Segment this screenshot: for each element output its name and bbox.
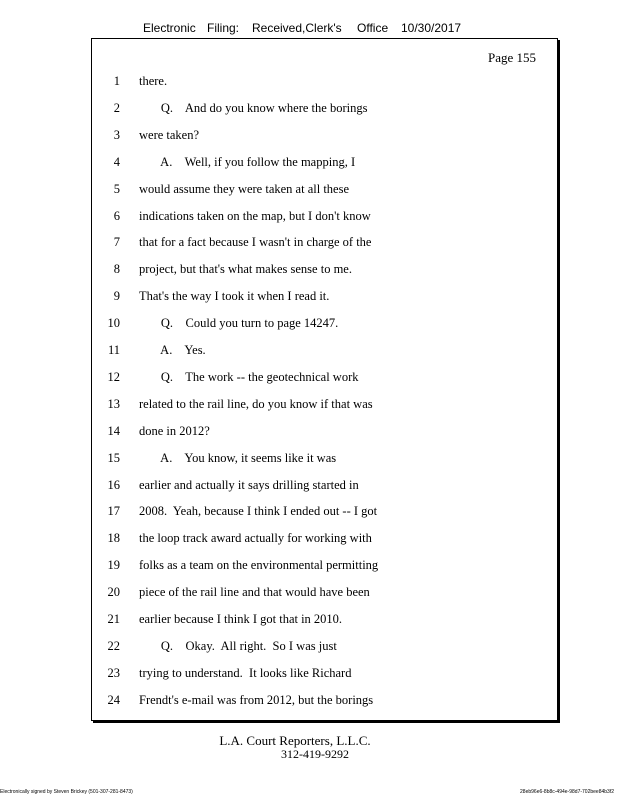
line-number: 16	[107, 477, 120, 492]
line-text: the loop track award actually for working with	[139, 531, 372, 546]
line-text: Q. Could you turn to page 14247.	[139, 316, 339, 331]
line-text: A. Yes.	[139, 343, 206, 357]
footer-company: L.A. Court Reporters, L.L.C.	[219, 733, 371, 748]
line-text: earlier because I think I got that in 2010.	[139, 612, 343, 626]
line-text: related to the rail line, do you know if that was	[139, 396, 373, 411]
line-number: 20	[107, 585, 120, 600]
line-number: 22	[107, 638, 120, 653]
line-number: 23	[107, 665, 120, 680]
filing-header-date: 10/30/2017	[401, 21, 462, 35]
line-text: project, but that's what makes sense to me.	[139, 262, 352, 277]
transcript-page	[91, 38, 558, 721]
filing-header-office: Office	[357, 21, 389, 35]
line-text: would assume they were taken at all these	[139, 181, 349, 196]
filing-header-electronic: Electronic	[143, 21, 196, 35]
line-number: 11	[107, 343, 120, 357]
line-number: 21	[107, 612, 120, 626]
line-text: piece of the rail line and that would have been	[139, 585, 370, 600]
line-text: trying to understand. It looks like Richard	[139, 665, 352, 680]
filing-header	[143, 21, 463, 37]
line-number: 10	[107, 316, 120, 331]
line-text: A. You know, it seems like it was	[139, 450, 337, 465]
line-number: 15	[107, 450, 120, 465]
filing-header-filing: Filing:	[207, 21, 240, 35]
line-number: 5	[113, 181, 120, 196]
line-number: 7	[113, 235, 120, 250]
footer-phone: 312-419-9292	[281, 747, 349, 761]
filing-header-received: Received,Clerk's	[252, 21, 342, 35]
line-text: indications taken on the map, but I don't know	[139, 208, 371, 223]
line-number: 4	[113, 154, 120, 169]
line-number: 6	[113, 208, 120, 223]
line-text: Q. The work -- the geotechnical work	[139, 369, 359, 384]
line-number: 13	[107, 396, 120, 411]
line-text: 2008. Yeah, because I think I ended out -- I got	[139, 504, 378, 519]
line-number: 19	[107, 558, 120, 573]
line-text: done in 2012?	[139, 423, 210, 438]
line-text: folks as a team on the environmental permitting	[139, 558, 379, 573]
electronic-signature: Electronically signed by Steven Brickey (501-307-281-8473)	[0, 789, 133, 795]
line-text: That's the way I took it when I read it.	[139, 289, 330, 304]
line-number: 1	[113, 74, 120, 88]
line-number: 8	[113, 262, 120, 277]
line-number: 14	[107, 423, 120, 438]
line-number: 9	[113, 289, 120, 304]
line-text: Frendt's e-mail was from 2012, but the borings	[139, 692, 374, 707]
document-hash: 28eb96e6-8b8c-494e-98d7-702bee84b3f2	[520, 789, 614, 795]
line-number: 17	[107, 504, 120, 519]
line-text: were taken?	[139, 127, 200, 142]
line-number: 2	[113, 100, 120, 115]
line-text: there.	[139, 74, 168, 88]
line-number: 18	[107, 531, 120, 546]
line-number: 24	[107, 692, 120, 707]
line-text: earlier and actually it says drilling started in	[139, 477, 359, 492]
line-text: that for a fact because I wasn't in charge of the	[139, 235, 372, 250]
line-text: Q. Okay. All right. So I was just	[139, 638, 337, 653]
line-text: Q. And do you know where the borings	[139, 100, 368, 115]
line-number: 3	[113, 127, 120, 142]
page-number: Page 155	[487, 50, 536, 65]
line-number: 12	[107, 369, 120, 384]
line-text: A. Well, if you follow the mapping, I	[139, 154, 356, 169]
